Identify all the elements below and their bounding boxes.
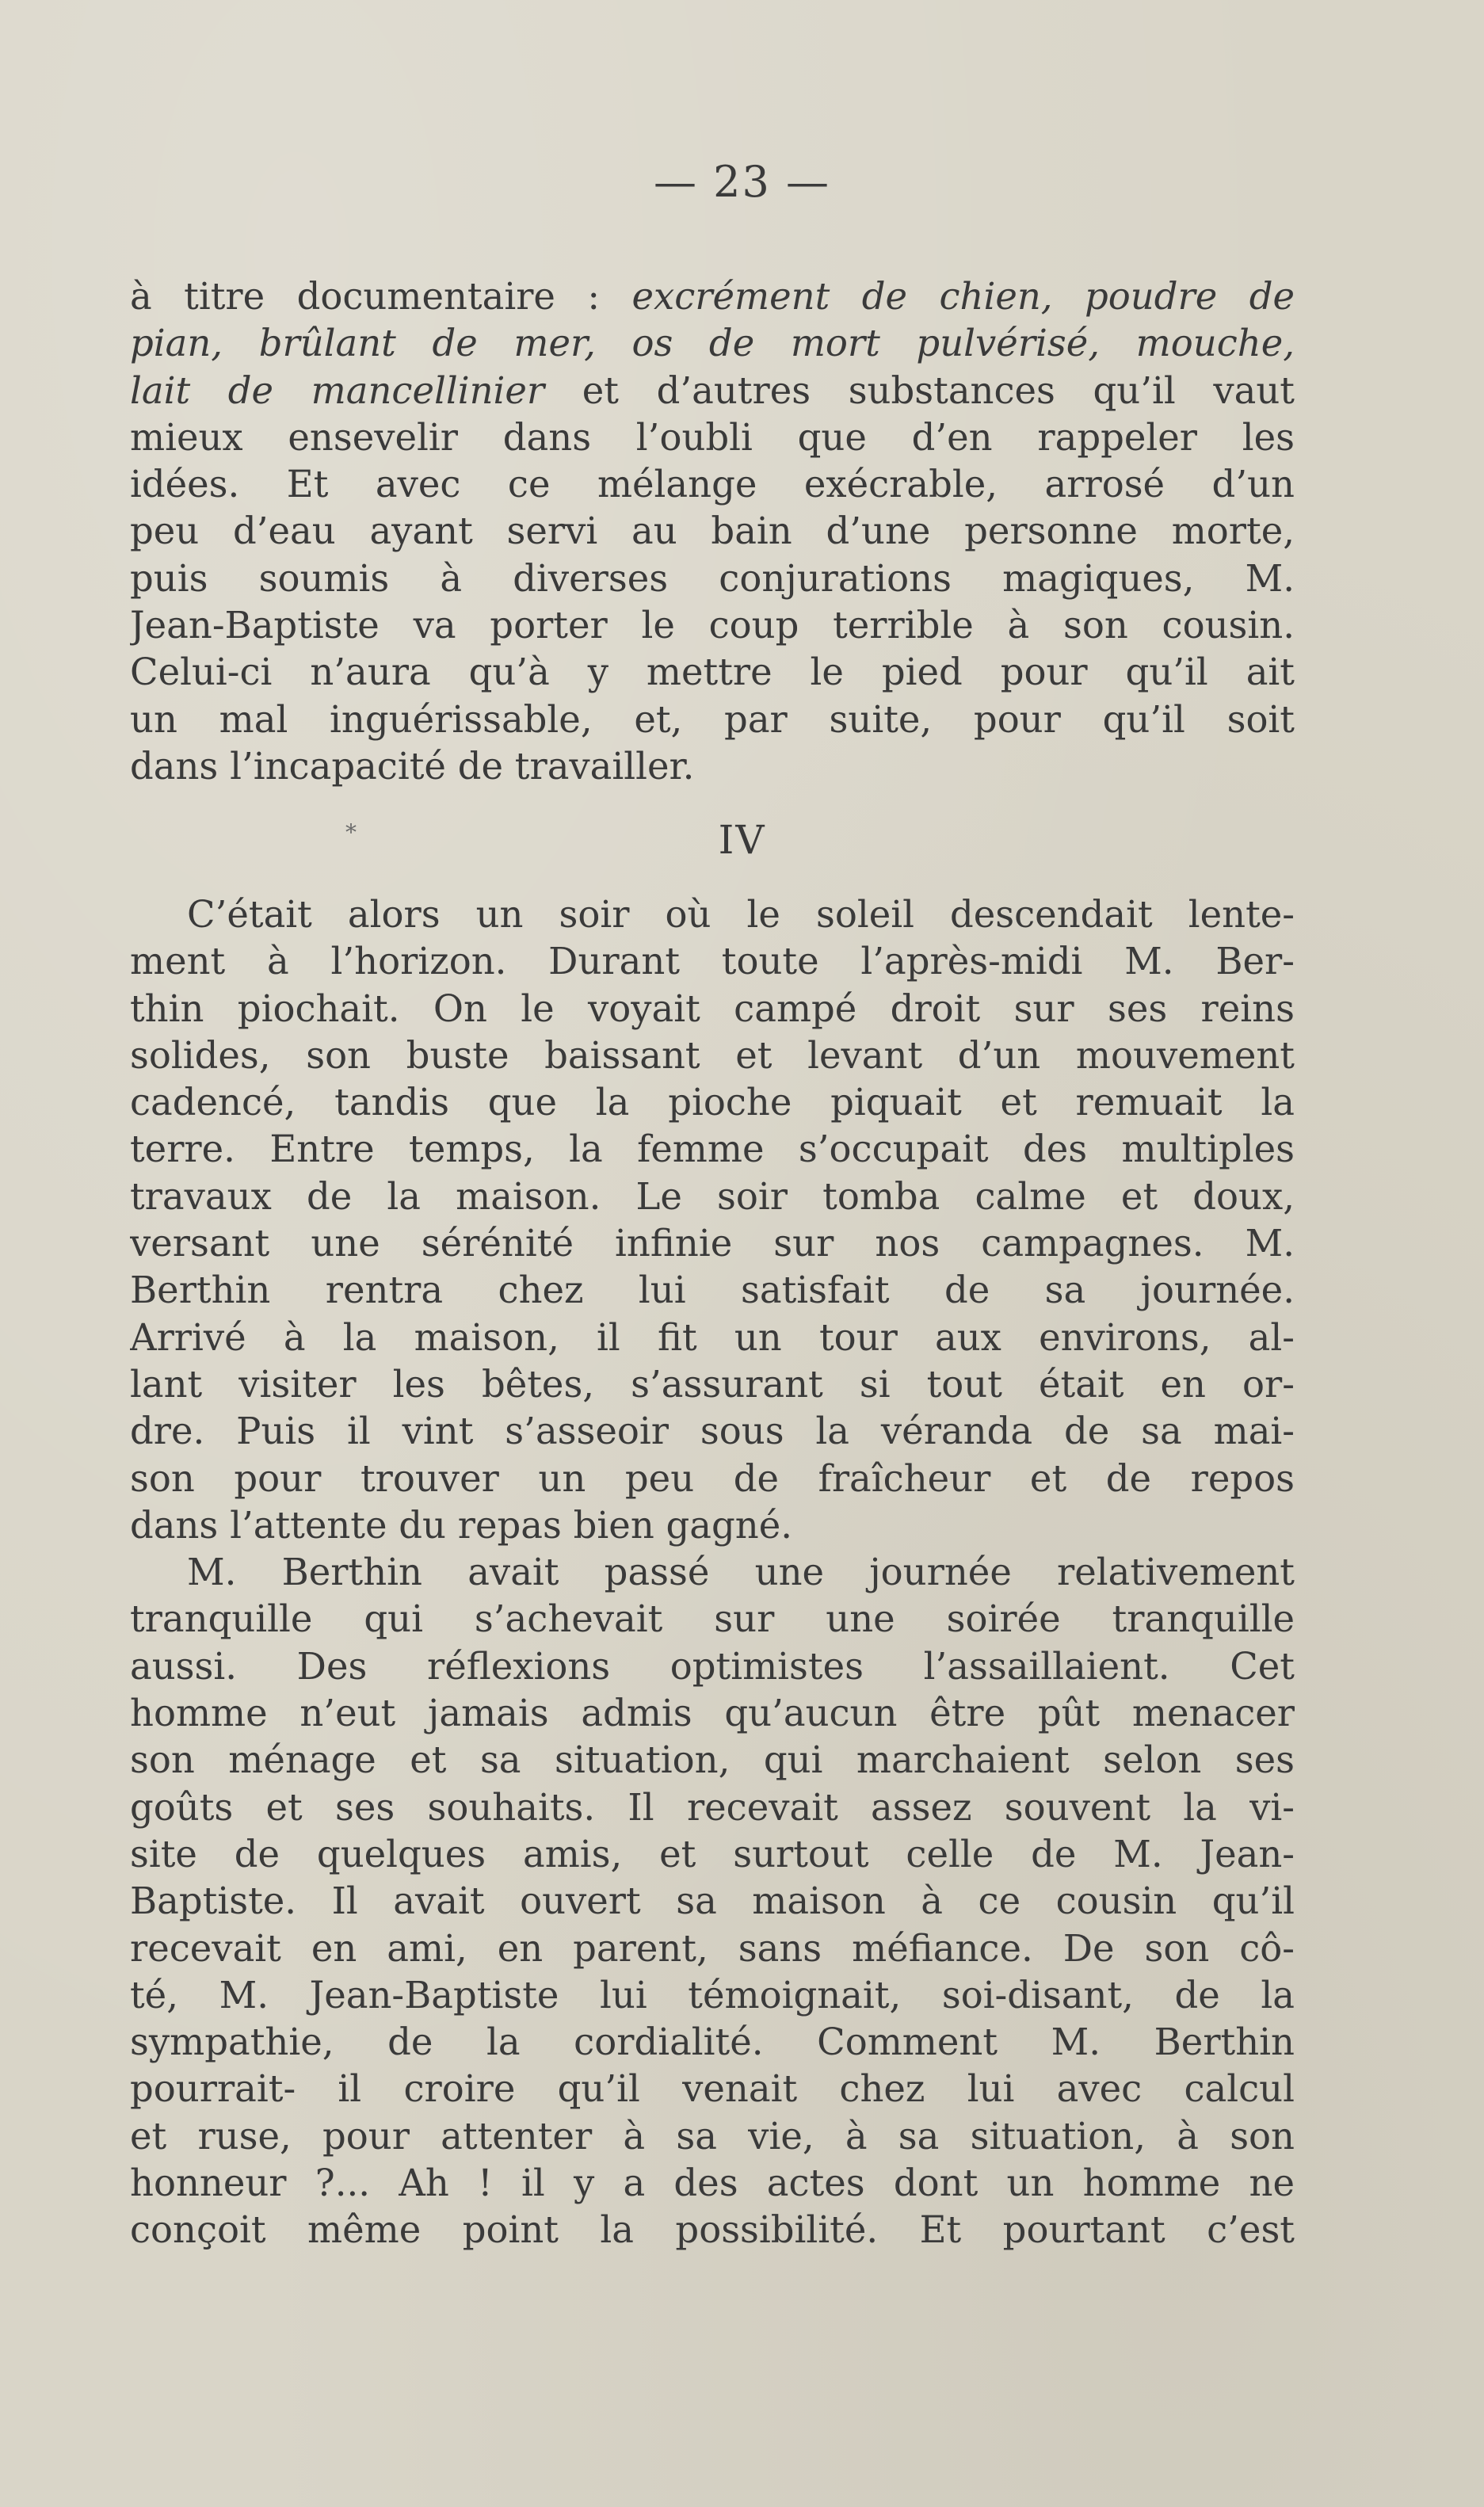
text-line: Berthin rentra chez lui satisfait de sa journée.: [130, 1269, 1295, 1312]
text-line: Arrivé à la maison, il fit un tour aux environs, al-: [130, 1315, 1295, 1359]
page-number: — 23 —: [653, 157, 831, 207]
text-line: Jean-Baptiste va porter le coup terrible à son cousin.: [130, 604, 1295, 647]
text-line: sympathie, de la cordialité. Comment M. Berthin: [130, 2020, 1295, 2064]
text-line: terre. Entre temps, la femme s’occupait des multiples: [130, 1128, 1295, 1171]
text-line: un mal inguérissable, et, par suite, pour qu’il soit: [130, 697, 1295, 741]
text-line: pian, brûlant de mer, os de mort pulvérisé, mouche,: [130, 322, 1295, 365]
text-line: pourrait- il croire qu’il venait chez lui avec calcul: [130, 2067, 1295, 2111]
text-line: solides, son buste baissant et levant d’un mouvement: [130, 1033, 1295, 1077]
text-line: et ruse, pour attenter à sa vie, à sa situation, à son: [130, 2114, 1295, 2158]
ornament-asterisk-icon: *: [345, 819, 357, 845]
text-line: son pour trouver un peu de fraîcheur et de repos: [130, 1456, 1295, 1500]
paragraph-2: [130, 891, 1295, 2254]
text-line: dans l’incapacité de travailler.: [130, 744, 695, 788]
text-line: site de quelques amis, et surtout celle de M. Jean-: [130, 1832, 1295, 1875]
text-line: travaux de la maison. Le soir tomba calme et doux,: [130, 1174, 1295, 1218]
text-line: peu d’eau ayant servi au bain d’une personne morte,: [130, 509, 1295, 553]
text-line: homme n’eut jamais admis qu’aucun être pût menacer: [130, 1692, 1295, 1735]
text-line: aussi. Des réflexions optimistes l’assaillaient. Cet: [130, 1644, 1295, 1688]
text-line: M. Berthin avait passé une journée relativement: [187, 1551, 1295, 1594]
text-line: idées. Et avec ce mélange exécrable, arrosé d’un: [130, 463, 1295, 506]
text-line: versant une sérénité infinie sur nos campagnes. M.: [130, 1222, 1295, 1265]
text-line: à titre documentaire : excrément de chien, poudre de: [130, 275, 1295, 318]
text-line: son ménage et sa situation, qui marchaient selon ses: [130, 1738, 1295, 1782]
text-line: lant visiter les bêtes, s’assurant si tout était en or-: [130, 1362, 1295, 1406]
text-line: Celui-ci n’aura qu’à y mettre le pied pour qu’il ait: [130, 651, 1295, 694]
text-line: dans l’attente du repas bien gagné.: [130, 1503, 793, 1547]
text-line: honneur ?... Ah ! il y a des actes dont un homme ne: [130, 2162, 1295, 2205]
text-line: C’était alors un soir où le soleil descendait lente-: [187, 893, 1295, 936]
text-line: lait de mancellinier et d’autres substances qu’il vaut: [130, 368, 1295, 412]
text-line: recevait en ami, en parent, sans méfiance. De son cô-: [130, 1926, 1295, 1970]
text-line: té, M. Jean-Baptiste lui témoignait, soi-disant, de la: [130, 1973, 1295, 2017]
text-line: mieux ensevelir dans l’oubli que d’en rappeler les: [130, 415, 1295, 459]
paragraph-1: [130, 273, 1295, 790]
text-line: tranquille qui s’achevait sur une soirée tranquille: [130, 1597, 1295, 1641]
text-line: dre. Puis il vint s’asseoir sous la véranda de sa mai-: [130, 1410, 1295, 1453]
text-line: goûts et ses souhaits. Il recevait assez souvent la vi-: [130, 1785, 1295, 1829]
text-line: puis soumis à diverses conjurations magiques, M.: [130, 556, 1295, 600]
text-line: Baptiste. Il avait ouvert sa maison à ce cousin qu’il: [130, 1879, 1295, 1923]
section-heading: IV: [718, 817, 766, 863]
text-line: ment à l’horizon. Durant toute l’après-midi M. Ber-: [130, 940, 1295, 983]
text-line: cadencé, tandis que la pioche piquait et remuait la: [130, 1081, 1295, 1124]
text-line: conçoit même point la possibilité. Et pourtant c’est: [130, 2208, 1295, 2252]
text-line: thin piochait. On le voyait campé droit sur ses reins: [130, 986, 1295, 1030]
